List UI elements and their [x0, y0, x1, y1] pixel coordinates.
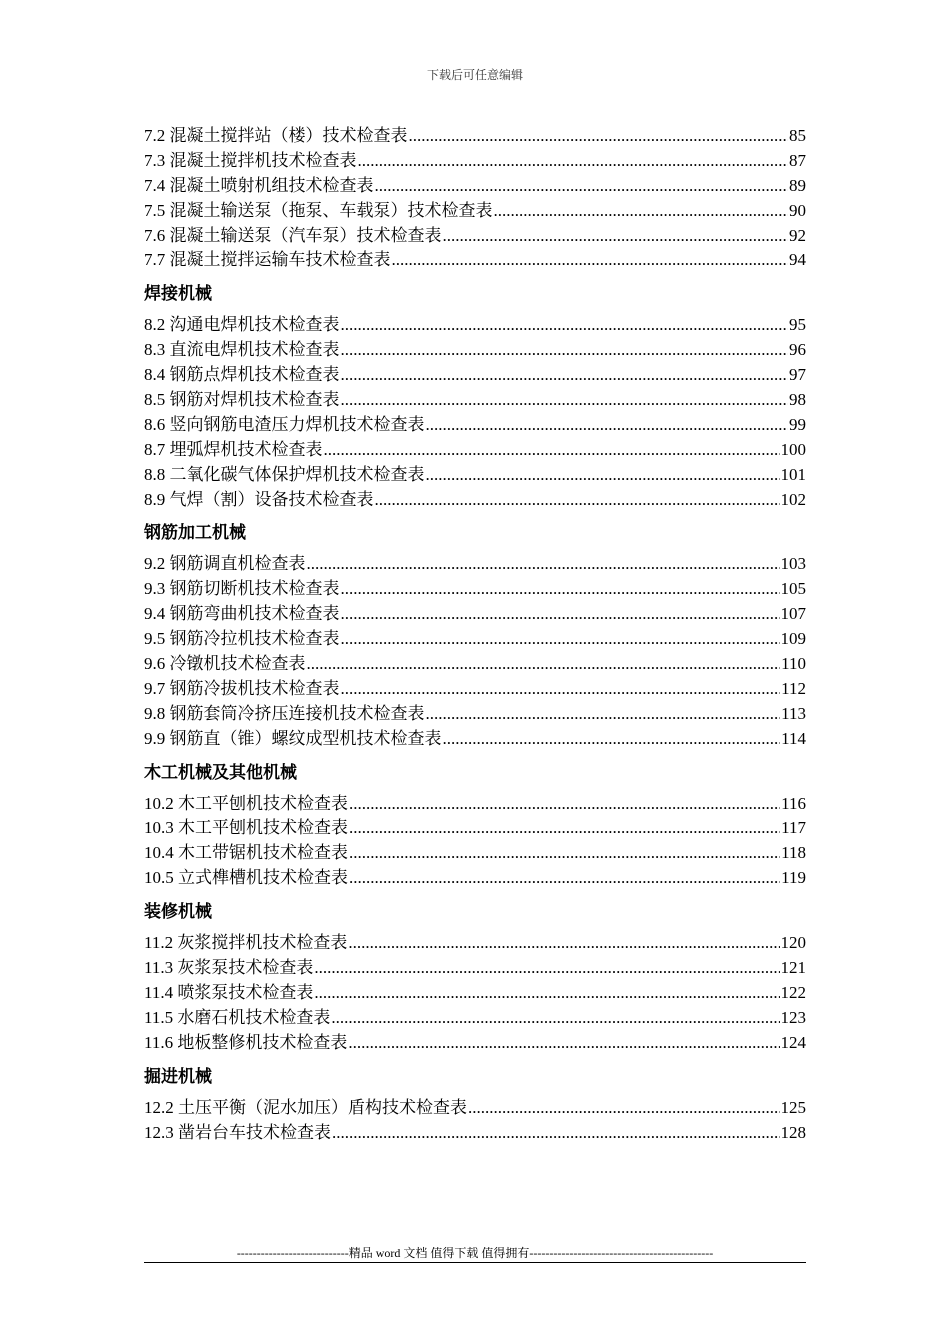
- toc-entry-label: 9.8 钢筋套筒冷挤压连接机技术检查表: [144, 703, 425, 723]
- section-heading: 钢筋加工机械: [144, 523, 246, 544]
- toc-entry-page-number: 116: [781, 793, 806, 813]
- dot-leader: [443, 224, 789, 249]
- toc-section: [144, 894, 806, 1055]
- toc-entry-page-number: 112: [781, 678, 806, 698]
- toc-entry[interactable]: [144, 174, 806, 199]
- toc-entry-label: 7.2 混凝土搅拌站（楼）技术检查表: [144, 126, 408, 145]
- dot-leader: [324, 438, 780, 463]
- toc-entry-label: 10.2 木工平刨机技术检查表: [144, 793, 348, 813]
- toc-entry-page-number: 101: [780, 464, 806, 484]
- toc-entry[interactable]: [144, 866, 806, 891]
- toc-entry-label: 7.5 混凝土输送泵（拖泵、车载泵）技术检查表: [144, 200, 493, 220]
- toc-entry-label: 12.3 凿岩台车技术检查表: [144, 1122, 331, 1142]
- toc-entry-label: 11.6 地板整修机技术检查表: [144, 1032, 348, 1052]
- toc-entry-label: 11.4 喷浆泵技术检查表: [144, 982, 314, 1002]
- dot-leader: [314, 981, 779, 1006]
- toc-entry[interactable]: [144, 124, 806, 149]
- dot-leader: [358, 149, 789, 174]
- toc-entry-page-number: 120: [780, 933, 806, 953]
- toc-entry[interactable]: [144, 627, 806, 652]
- toc-entry-page-number: 118: [781, 843, 806, 863]
- dot-leader: [332, 1121, 780, 1146]
- toc-entry-label: 9.4 钢筋弯曲机技术检查表: [144, 604, 340, 624]
- toc-entry[interactable]: [144, 677, 806, 702]
- toc-entry[interactable]: [144, 248, 806, 273]
- toc-entry[interactable]: [144, 841, 806, 866]
- toc-entry-label: 12.2 土压平衡（泥水加压）盾构技术检查表: [144, 1097, 467, 1117]
- toc-entry-label: 8.8 二氧化碳气体保护焊机技术检查表: [144, 464, 425, 484]
- toc-entry[interactable]: [144, 338, 806, 363]
- toc-entry-label: 7.4 混凝土喷射机组技术检查表: [144, 175, 374, 195]
- toc-entry[interactable]: [144, 1031, 806, 1056]
- toc-entry[interactable]: [144, 702, 806, 727]
- toc-section: [144, 276, 806, 512]
- dot-leader: [348, 931, 779, 956]
- toc-entry-page-number: 100: [780, 439, 806, 459]
- dot-leader: [341, 363, 789, 388]
- toc-entry[interactable]: [144, 816, 806, 841]
- toc-entry[interactable]: [144, 224, 806, 249]
- toc-entry-label: 8.7 埋弧焊机技术检查表: [144, 439, 323, 459]
- toc-entry-label: 8.5 钢筋对焊机技术检查表: [144, 390, 340, 410]
- toc-entry-page-number: 95: [789, 315, 806, 335]
- toc-entry-page-number: 103: [780, 554, 806, 574]
- section-heading: 掘进机械: [144, 1066, 212, 1087]
- toc-entry[interactable]: [144, 1006, 806, 1031]
- toc-entry-label: 10.4 木工带锯机技术检查表: [144, 843, 348, 863]
- toc-entry-page-number: 109: [780, 629, 806, 649]
- toc-entry-label: 9.3 钢筋切断机技术检查表: [144, 579, 340, 599]
- toc-entry-page-number: 117: [781, 818, 806, 838]
- toc-entry[interactable]: [144, 1096, 806, 1121]
- toc-entry-page-number: 113: [781, 703, 806, 723]
- toc-entry[interactable]: [144, 388, 806, 413]
- toc-entry-page-number: 99: [789, 414, 806, 434]
- toc-entry-page-number: 92: [789, 225, 806, 245]
- toc-entry[interactable]: [144, 313, 806, 338]
- footer-divider: [144, 1262, 806, 1263]
- toc-entry-page-number: 123: [780, 1007, 806, 1027]
- toc-entry[interactable]: [144, 149, 806, 174]
- toc-entry-page-number: 97: [789, 365, 806, 385]
- dot-leader: [426, 413, 789, 438]
- dot-leader: [341, 677, 781, 702]
- section-heading: 焊接机械: [144, 284, 212, 305]
- toc-entry-label: 8.3 直流电焊机技术检查表: [144, 340, 340, 360]
- toc-entry[interactable]: [144, 488, 806, 513]
- toc-entry-label: 9.9 钢筋直（锥）螺纹成型机技术检查表: [144, 728, 442, 748]
- toc-entry-label: 9.6 冷镦机技术检查表: [144, 654, 306, 674]
- toc-entry-page-number: 105: [780, 579, 806, 599]
- toc-section: [144, 1059, 806, 1146]
- toc-section: [144, 515, 806, 751]
- dot-leader: [426, 702, 781, 727]
- toc-entry-page-number: 89: [789, 175, 806, 195]
- toc-entry[interactable]: [144, 727, 806, 752]
- dot-leader: [349, 816, 780, 841]
- dot-leader: [348, 1031, 779, 1056]
- toc-entry-label: 8.6 竖向钢筋电渣压力焊机技术检查表: [144, 414, 425, 434]
- page-header-note: 下载后可任意编辑: [426, 68, 523, 82]
- dot-leader: [314, 956, 779, 981]
- toc-entry-page-number: 122: [780, 982, 806, 1002]
- toc-entry[interactable]: [144, 792, 806, 817]
- toc-entry-label: 8.4 钢筋点焊机技术检查表: [144, 365, 340, 385]
- toc-entry-label: 7.3 混凝土搅拌机技术检查表: [144, 150, 357, 170]
- toc-entry-page-number: 119: [781, 868, 806, 888]
- toc-entry[interactable]: [144, 438, 806, 463]
- toc-entry-label: 9.2 钢筋调直机检查表: [144, 554, 306, 574]
- dot-leader: [426, 463, 780, 488]
- toc-entry-label: 8.2 沟通电焊机技术检查表: [144, 315, 340, 335]
- dot-leader: [392, 248, 789, 273]
- toc-entry-label: 10.3 木工平刨机技术检查表: [144, 818, 348, 838]
- toc-entry[interactable]: [144, 463, 806, 488]
- dot-leader: [409, 124, 789, 149]
- toc-entry-label: 9.7 钢筋冷拔机技术检查表: [144, 678, 340, 698]
- toc-entry-label: 11.3 灰浆泵技术检查表: [144, 958, 314, 978]
- toc-entry-page-number: 94: [789, 250, 806, 270]
- toc-entry-page-number: 98: [789, 390, 806, 410]
- toc-entry[interactable]: [144, 577, 806, 602]
- toc-entry[interactable]: [144, 956, 806, 981]
- toc-entry-page-number: 90: [789, 200, 806, 220]
- toc-entry-page-number: 125: [780, 1097, 806, 1117]
- toc-entry-page-number: 121: [780, 958, 806, 978]
- section-heading: 装修机械: [144, 902, 212, 923]
- dot-leader: [341, 313, 789, 338]
- toc-entry[interactable]: [144, 363, 806, 388]
- toc-entry[interactable]: [144, 652, 806, 677]
- dot-leader: [307, 552, 780, 577]
- dot-leader: [375, 488, 780, 513]
- toc-section: [144, 124, 806, 273]
- table-of-contents: [144, 124, 806, 1145]
- section-heading: 木工机械及其他机械: [144, 762, 297, 783]
- dot-leader: [349, 866, 780, 891]
- dot-leader: [341, 602, 780, 627]
- toc-section: [144, 755, 806, 892]
- dot-leader: [443, 727, 781, 752]
- toc-entry-page-number: 96: [789, 340, 806, 360]
- toc-entry-label: 7.7 混凝土搅拌运输车技术检查表: [144, 250, 391, 270]
- toc-entry-label: 11.2 灰浆搅拌机技术检查表: [144, 933, 348, 953]
- dot-leader: [349, 792, 780, 817]
- toc-entry-label: 10.5 立式榫槽机技术检查表: [144, 868, 348, 888]
- toc-entry-label: 9.5 钢筋冷拉机技术检查表: [144, 629, 340, 649]
- dot-leader: [468, 1096, 780, 1121]
- dot-leader: [341, 577, 780, 602]
- toc-entry-page-number: 114: [781, 728, 806, 748]
- dot-leader: [307, 652, 781, 677]
- dot-leader: [494, 199, 789, 224]
- toc-entry-page-number: 110: [781, 654, 806, 674]
- toc-entry[interactable]: [144, 931, 806, 956]
- dot-leader: [341, 338, 789, 363]
- page-footer-text: ----------------------------精品 word 文档 值得下载 值得拥有----------------------------------------------: [236, 1246, 714, 1260]
- dot-leader: [341, 627, 780, 652]
- dot-leader: [341, 388, 789, 413]
- toc-entry[interactable]: [144, 602, 806, 627]
- toc-entry[interactable]: [144, 199, 806, 224]
- toc-entry-label: 7.6 混凝土输送泵（汽车泵）技术检查表: [144, 225, 442, 245]
- toc-entry-label: 8.9 气焊（割）设备技术检查表: [144, 489, 374, 509]
- toc-entry-page-number: 124: [780, 1032, 806, 1052]
- toc-entry-page-number: 128: [780, 1122, 806, 1142]
- toc-entry-label: 11.5 水磨石机技术检查表: [144, 1007, 331, 1027]
- toc-entry-page-number: 107: [780, 604, 806, 624]
- toc-entry[interactable]: [144, 981, 806, 1006]
- toc-entry-page-number: 87: [789, 150, 806, 170]
- toc-entry[interactable]: [144, 1121, 806, 1146]
- toc-entry[interactable]: [144, 413, 806, 438]
- toc-entry-page-number: 102: [780, 489, 806, 509]
- dot-leader: [375, 174, 789, 199]
- toc-entry[interactable]: [144, 552, 806, 577]
- dot-leader: [331, 1006, 779, 1031]
- dot-leader: [349, 841, 780, 866]
- toc-entry-page-number: 85: [789, 126, 806, 145]
